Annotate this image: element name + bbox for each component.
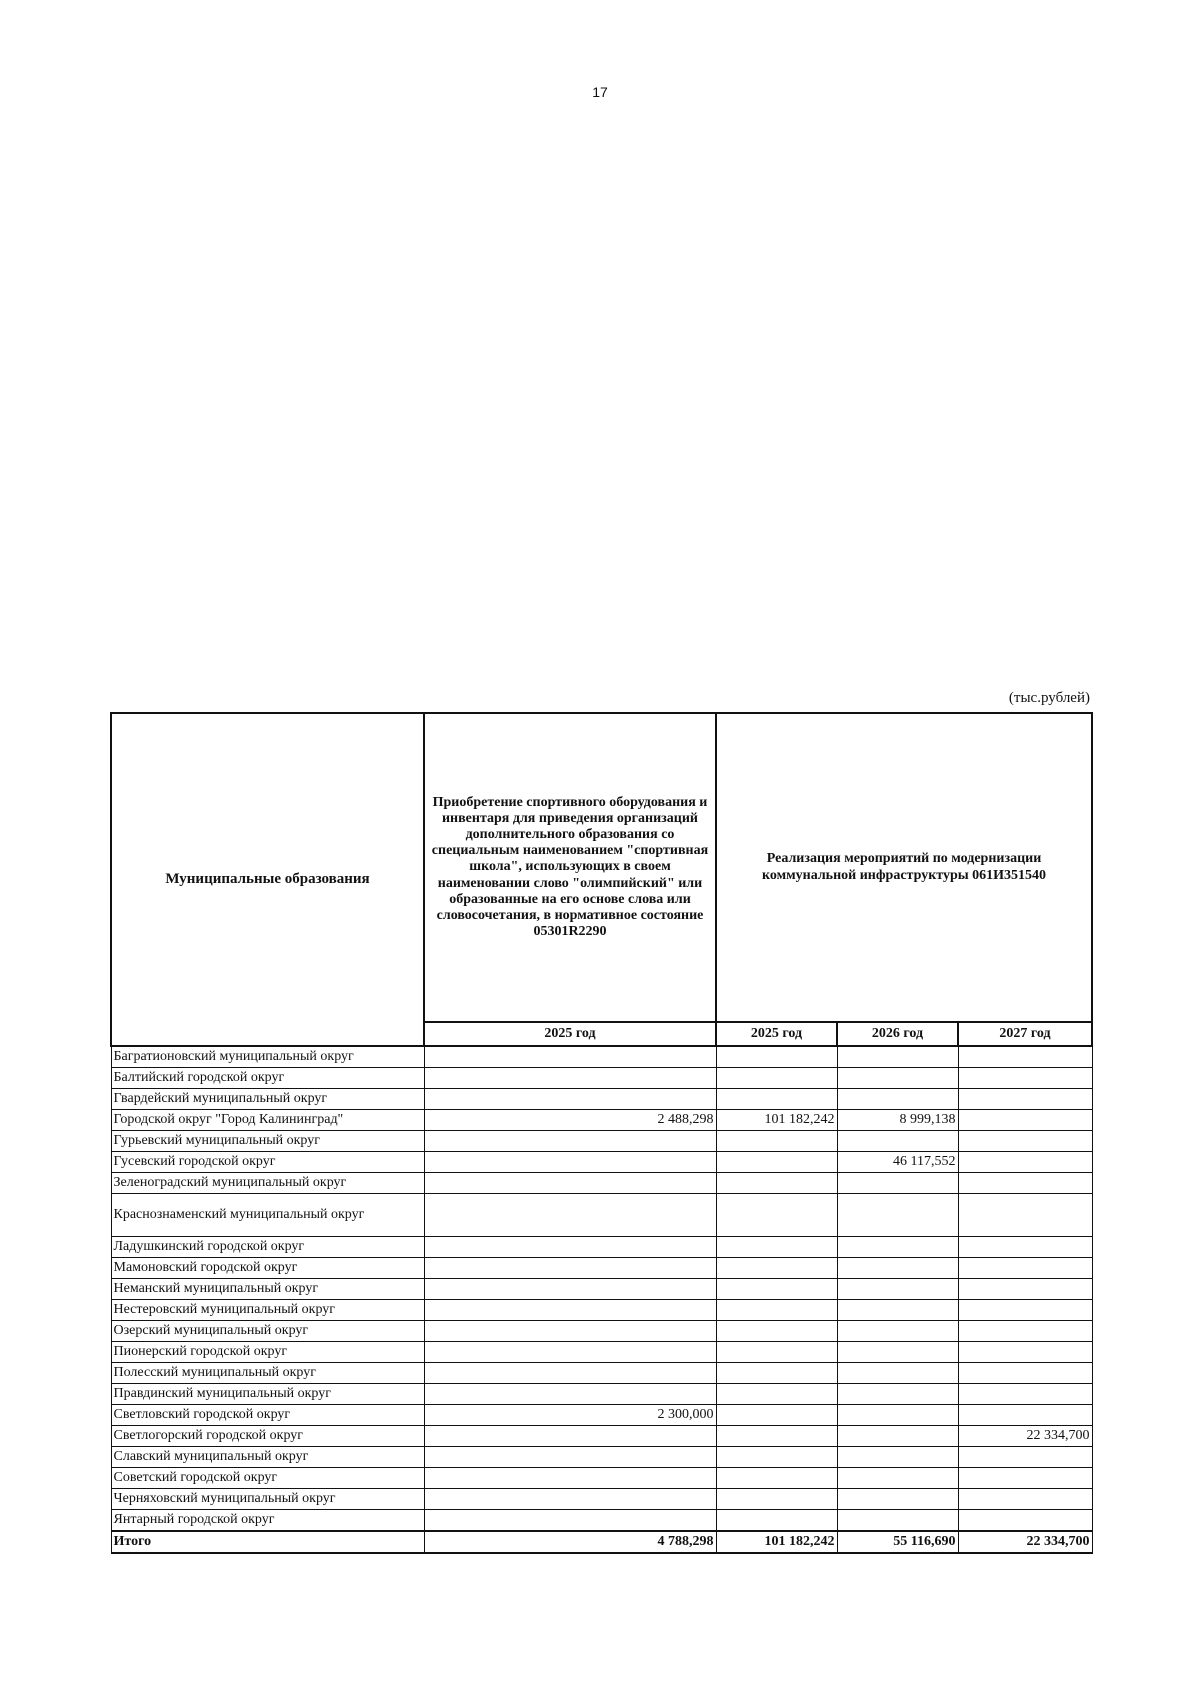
sport-2025-value <box>424 1363 716 1384</box>
budget-table <box>110 712 1093 1554</box>
infra-2025-value <box>716 1152 837 1173</box>
infra-2027-value <box>958 1279 1092 1300</box>
municipality-name: Янтарный городской округ <box>111 1510 424 1532</box>
municipality-name: Зеленоградский муниципальный округ <box>111 1173 424 1194</box>
table-row <box>111 1194 1092 1237</box>
infra-2025-value <box>716 1363 837 1384</box>
infra-2026-value: 8 999,138 <box>837 1110 958 1131</box>
table-row <box>111 1447 1092 1468</box>
infra-2027-value <box>958 1468 1092 1489</box>
municipality-name: Гурьевский муниципальный округ <box>111 1131 424 1152</box>
municipality-name: Славский муниципальный округ <box>111 1447 424 1468</box>
table-row <box>111 1489 1092 1510</box>
municipality-name: Советский городской округ <box>111 1468 424 1489</box>
infra-2025-value <box>716 1279 837 1300</box>
infra-2026-value <box>837 1384 958 1405</box>
sport-2025-value <box>424 1046 716 1068</box>
infra-2025-value <box>716 1131 837 1152</box>
table-row <box>111 1510 1092 1532</box>
sport-2025-value <box>424 1279 716 1300</box>
table-row <box>111 1237 1092 1258</box>
municipality-name: Краснознаменский муниципальный округ <box>111 1194 424 1237</box>
infra-2026-value <box>837 1173 958 1194</box>
sport-2025-value <box>424 1258 716 1279</box>
table-row <box>111 1110 1092 1131</box>
infra-2027-value <box>958 1173 1092 1194</box>
sport-2025-value <box>424 1447 716 1468</box>
table-row <box>111 1468 1092 1489</box>
municipality-name: Нестеровский муниципальный округ <box>111 1300 424 1321</box>
total-infra-2025-value: 101 182,242 <box>716 1531 837 1553</box>
infra-2025-value <box>716 1300 837 1321</box>
infra-2027-value <box>958 1300 1092 1321</box>
infra-2025-value <box>716 1173 837 1194</box>
sport-2025-value <box>424 1152 716 1173</box>
infra-2027-value <box>958 1131 1092 1152</box>
infra-2026-value <box>837 1489 958 1510</box>
sport-2025-value <box>424 1237 716 1258</box>
municipality-name: Светлогорский городской округ <box>111 1426 424 1447</box>
municipality-name: Багратионовский муниципальный округ <box>111 1046 424 1068</box>
table-row <box>111 1046 1092 1068</box>
infra-2027-value <box>958 1447 1092 1468</box>
infra-2027-value <box>958 1384 1092 1405</box>
year-infra-2025: 2025 год <box>716 1022 837 1046</box>
infra-2026-value <box>837 1258 958 1279</box>
table-row <box>111 1173 1092 1194</box>
sport-2025-value <box>424 1321 716 1342</box>
municipality-name: Пионерский городской округ <box>111 1342 424 1363</box>
total-row <box>111 1531 1092 1553</box>
table-row <box>111 1068 1092 1089</box>
infra-2026-value <box>837 1342 958 1363</box>
infra-2027-value <box>958 1510 1092 1532</box>
total-label: Итого <box>111 1531 424 1553</box>
header-sport-equipment: Приобретение спортивного оборудования и инвентаря для приведения организаций дополнительного образования со специальным наименованием "спортивная школа", использующих в своем наименовании слово "олимпийский" или образованные на его основе слова или словосочетания, в нормативное состояние 05301R2290 <box>424 713 716 1022</box>
infra-2027-value <box>958 1363 1092 1384</box>
sport-2025-value <box>424 1131 716 1152</box>
infra-2027-value: 22 334,700 <box>958 1426 1092 1447</box>
infra-2027-value <box>958 1194 1092 1237</box>
municipality-name: Полесский муниципальный округ <box>111 1363 424 1384</box>
infra-2026-value <box>837 1046 958 1068</box>
units-label: (тыс.рублей) <box>1008 690 1090 706</box>
sport-2025-value: 2 300,000 <box>424 1405 716 1426</box>
infra-2025-value <box>716 1089 837 1110</box>
infra-2026-value <box>837 1279 958 1300</box>
municipality-name: Балтийский городской округ <box>111 1068 424 1089</box>
infra-2026-value <box>837 1363 958 1384</box>
total-infra-2027-value: 22 334,700 <box>958 1531 1092 1553</box>
infra-2026-value <box>837 1300 958 1321</box>
infra-2026-value <box>837 1510 958 1532</box>
infra-2027-value <box>958 1321 1092 1342</box>
table-row <box>111 1426 1092 1447</box>
table-row <box>111 1258 1092 1279</box>
infra-2027-value <box>958 1110 1092 1131</box>
infra-2027-value <box>958 1258 1092 1279</box>
infra-2026-value <box>837 1068 958 1089</box>
sport-2025-value <box>424 1342 716 1363</box>
infra-2025-value <box>716 1237 837 1258</box>
sport-2025-value <box>424 1468 716 1489</box>
infra-2025-value <box>716 1046 837 1068</box>
table-row <box>111 1279 1092 1300</box>
municipality-name: Светловский городской округ <box>111 1405 424 1426</box>
table-row <box>111 1363 1092 1384</box>
infra-2025-value <box>716 1447 837 1468</box>
municipality-name: Озерский муниципальный округ <box>111 1321 424 1342</box>
infra-2025-value: 101 182,242 <box>716 1110 837 1131</box>
header-infrastructure: Реализация мероприятий по модернизации коммунальной инфраструктуры 061И351540 <box>716 713 1092 1022</box>
table-row <box>111 1405 1092 1426</box>
sport-2025-value <box>424 1300 716 1321</box>
table-row <box>111 1342 1092 1363</box>
page-number: 17 <box>592 84 608 100</box>
infra-2026-value <box>837 1131 958 1152</box>
infra-2025-value <box>716 1405 837 1426</box>
sport-2025-value <box>424 1489 716 1510</box>
total-infra-2026-value: 55 116,690 <box>837 1531 958 1553</box>
municipality-name: Гусевский городской округ <box>111 1152 424 1173</box>
infra-2026-value <box>837 1405 958 1426</box>
municipality-name: Правдинский муниципальный округ <box>111 1384 424 1405</box>
infra-2025-value <box>716 1510 837 1532</box>
table-row <box>111 1300 1092 1321</box>
infra-2025-value <box>716 1321 837 1342</box>
infra-2025-value <box>716 1194 837 1237</box>
table-row <box>111 1131 1092 1152</box>
infra-2027-value <box>958 1152 1092 1173</box>
infra-2026-value <box>837 1447 958 1468</box>
infra-2025-value <box>716 1426 837 1447</box>
infra-2026-value <box>837 1237 958 1258</box>
municipality-name: Гвардейский муниципальный округ <box>111 1089 424 1110</box>
infra-2027-value <box>958 1068 1092 1089</box>
table-row <box>111 1089 1092 1110</box>
municipality-name: Ладушкинский городской округ <box>111 1237 424 1258</box>
infra-2025-value <box>716 1068 837 1089</box>
municipality-name: Неманский муниципальный округ <box>111 1279 424 1300</box>
table-row <box>111 1384 1092 1405</box>
infra-2026-value: 46 117,552 <box>837 1152 958 1173</box>
sport-2025-value <box>424 1089 716 1110</box>
municipality-name: Мамоновский городской округ <box>111 1258 424 1279</box>
infra-2025-value <box>716 1384 837 1405</box>
sport-2025-value <box>424 1426 716 1447</box>
header-municipal: Муниципальные образования <box>111 713 424 1046</box>
municipality-name: Городской округ "Город Калининград" <box>111 1110 424 1131</box>
infra-2027-value <box>958 1089 1092 1110</box>
sport-2025-value <box>424 1384 716 1405</box>
infra-2026-value <box>837 1194 958 1237</box>
infra-2027-value <box>958 1046 1092 1068</box>
infra-2026-value <box>837 1468 958 1489</box>
infra-2025-value <box>716 1258 837 1279</box>
year-infra-2026: 2026 год <box>837 1022 958 1046</box>
infra-2025-value <box>716 1342 837 1363</box>
sport-2025-value: 2 488,298 <box>424 1110 716 1131</box>
infra-2027-value <box>958 1489 1092 1510</box>
year-sport-2025: 2025 год <box>424 1022 716 1046</box>
infra-2027-value <box>958 1237 1092 1258</box>
table-row <box>111 1152 1092 1173</box>
infra-2026-value <box>837 1426 958 1447</box>
infra-2026-value <box>837 1321 958 1342</box>
infra-2025-value <box>716 1489 837 1510</box>
infra-2026-value <box>837 1089 958 1110</box>
infra-2027-value <box>958 1405 1092 1426</box>
table-row <box>111 1321 1092 1342</box>
sport-2025-value <box>424 1510 716 1532</box>
table-body <box>111 1046 1092 1553</box>
sport-2025-value <box>424 1194 716 1237</box>
infra-2027-value <box>958 1342 1092 1363</box>
municipality-name: Черняховский муниципальный округ <box>111 1489 424 1510</box>
year-infra-2027: 2027 год <box>958 1022 1092 1046</box>
total-sport-2025-value: 4 788,298 <box>424 1531 716 1553</box>
infra-2025-value <box>716 1468 837 1489</box>
sport-2025-value <box>424 1173 716 1194</box>
sport-2025-value <box>424 1068 716 1089</box>
